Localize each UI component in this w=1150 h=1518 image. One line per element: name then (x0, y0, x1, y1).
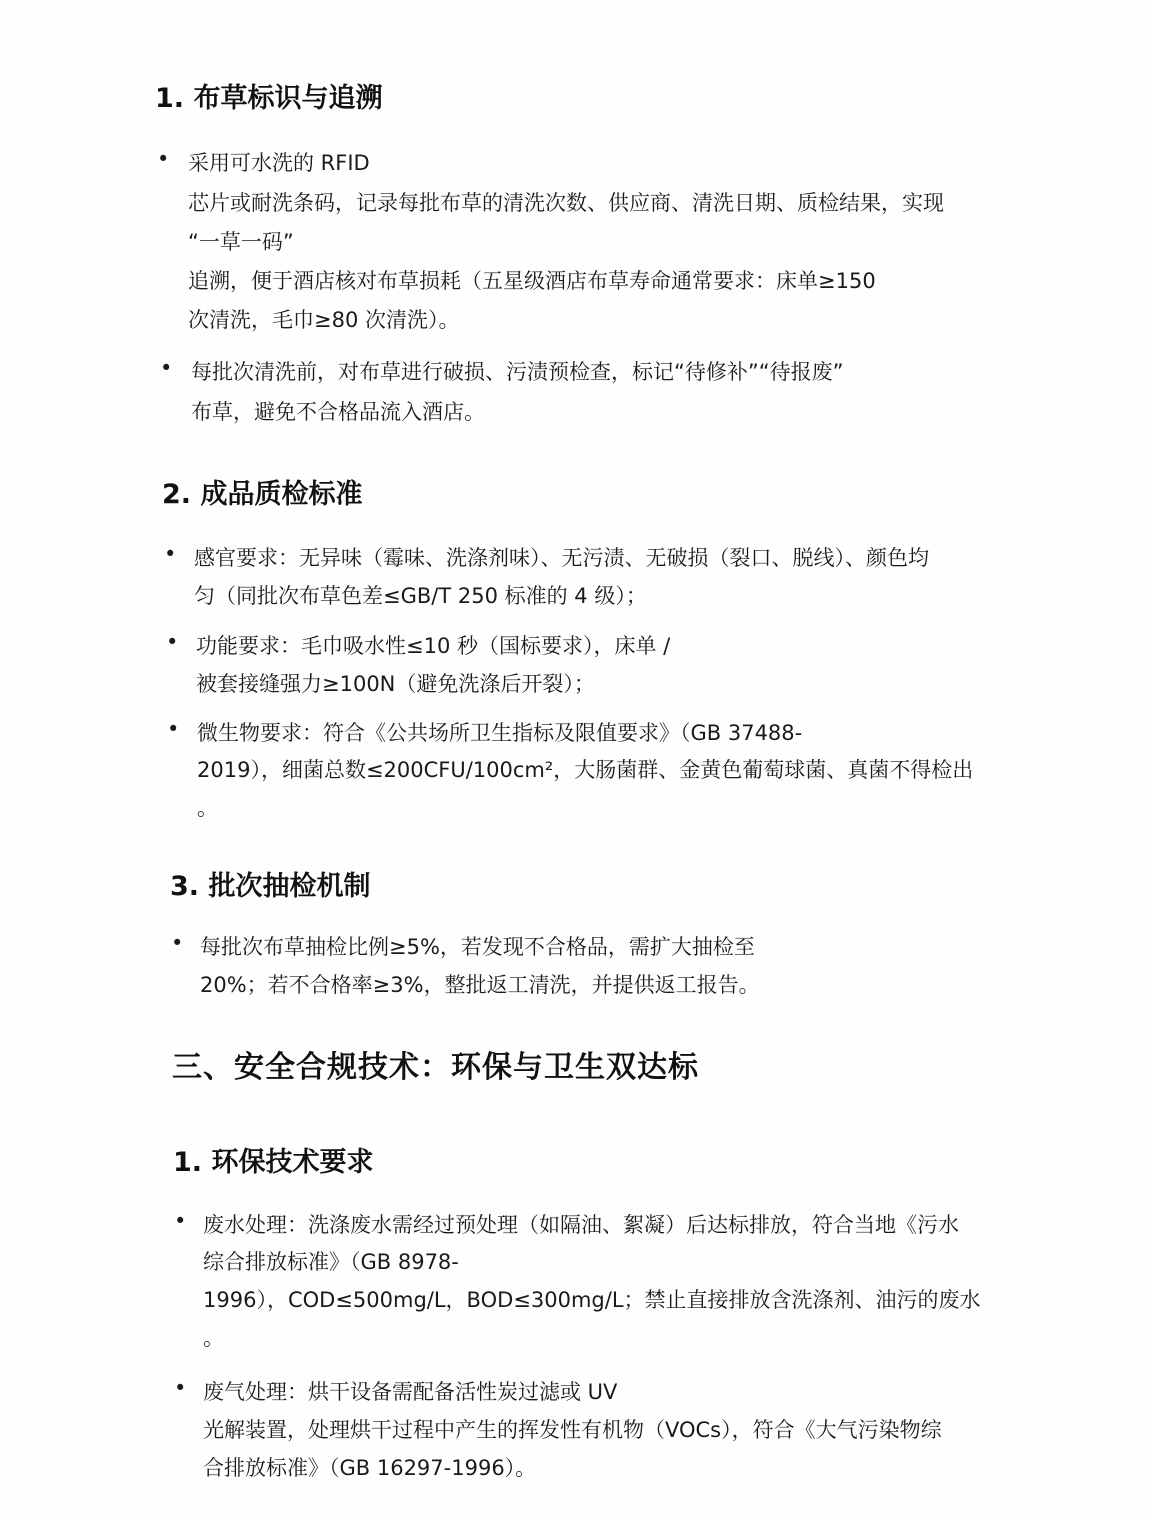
paragraph-line: 。 (203, 1326, 224, 1350)
paragraph-line: 功能要求：毛巾吸水性≤10 秒（国标要求），床单 / (196, 634, 671, 658)
paragraph-line: 20%；若不合格率≥3%，整批返工清洗，并提供返工报告。 (200, 973, 760, 997)
paragraph-line: 每批次清洗前，对布草进行破损、污渍预检查，标记“待修补”“待报废” (191, 360, 844, 384)
bullet: • (174, 1376, 187, 1400)
chapter-heading-safety-compliance: 三、安全合规技术：环保与卫生双达标 (172, 1050, 699, 1085)
section-heading-sampling: 3. 批次抽检机制 (170, 871, 371, 902)
paragraph-line: 感官要求：无异味（霉味、洗涤剂味）、无污渍、无破损（裂口、脱线）、颜色均 (194, 546, 929, 570)
bullet: • (166, 630, 179, 654)
paragraph-line: 芯片或耐洗条码，记录每批布草的清洗次数、供应商、清洗日期、质检结果，实现 (188, 191, 944, 215)
bullet: • (157, 147, 170, 171)
section-heading-quality: 2. 成品质检标准 (162, 479, 363, 510)
paragraph-line: 合排放标准》（GB 16297-1996）。 (203, 1456, 537, 1480)
bullet: • (164, 542, 177, 566)
paragraph-line: 。 (197, 796, 218, 820)
section-heading-environment: 1. 环保技术要求 (173, 1147, 374, 1178)
bullet: • (171, 931, 184, 955)
paragraph-line: 被套接缝强力≥100N（避免洗涤后开裂）； (196, 672, 595, 696)
paragraph-line: 废气处理：烘干设备需配备活性炭过滤或 UV (203, 1380, 618, 1404)
paragraph-line: 每批次布草抽检比例≥5%，若发现不合格品，需扩大抽检至 (200, 935, 755, 959)
paragraph-line: 废水处理：洗涤废水需经过预处理（如隔油、絮凝）后达标排放，符合当地《污水 (203, 1213, 959, 1237)
paragraph-line: 追溯，便于酒店核对布草损耗（五星级酒店布草寿命通常要求：床单≥150 (188, 269, 876, 293)
bullet: • (167, 717, 180, 741)
paragraph-line: 1996），COD≤500mg/L，BOD≤300mg/L；禁止直接排放含洗涤剂、油污的废水 (203, 1288, 981, 1312)
bullet: • (174, 1209, 187, 1233)
paragraph-line: 综合排放标准》（GB 8978- (203, 1250, 459, 1274)
paragraph-line: “一草一码” (188, 230, 294, 254)
paragraph-line: 微生物要求：符合《公共场所卫生指标及限值要求》（GB 37488- (197, 721, 803, 745)
paragraph-line: 光解装置，处理烘干过程中产生的挥发性有机物（VOCs），符合《大气污染物综 (203, 1418, 942, 1442)
paragraph-line: 匀（同批次布草色差≤GB/T 250 标准的 4 级）； (194, 584, 647, 608)
paragraph-line: 2019），细菌总数≤200CFU/100cm²，大肠菌群、金黄色葡萄球菌、真菌不得检出 (197, 758, 974, 782)
section-heading-labeling: 1. 布草标识与追溯 (155, 83, 383, 114)
paragraph-line: 采用可水洗的 RFID (188, 151, 370, 175)
paragraph-line: 次清洗，毛巾≥80 次清洗）。 (188, 308, 460, 332)
paragraph-line: 布草，避免不合格品流入酒店。 (191, 400, 485, 424)
bullet: • (160, 356, 173, 380)
